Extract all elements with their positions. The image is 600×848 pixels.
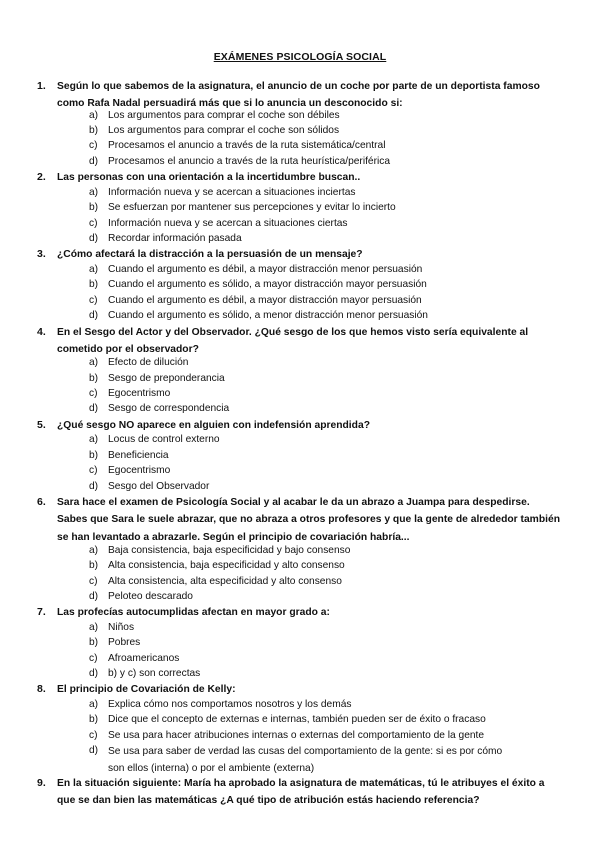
- option-letter: c): [89, 653, 98, 664]
- option-letter: d): [89, 745, 99, 756]
- option-letter: a): [89, 110, 99, 121]
- option-letter: a): [89, 187, 99, 198]
- option-7a: [0, 620, 600, 636]
- option-letter: d): [89, 156, 99, 167]
- page-title: EXÁMENES PSICOLOGÍA SOCIAL: [213, 51, 387, 63]
- option-letter: b): [89, 637, 99, 648]
- option-5d: [0, 479, 600, 495]
- option-4b: [0, 371, 600, 387]
- option-letter: a): [89, 622, 99, 633]
- option-text: Información nueva y se acercan a situaciones ciertas: [108, 218, 348, 229]
- option-8b: [0, 712, 600, 728]
- option-text: b) y c) son correctas: [108, 668, 201, 679]
- question-number: 6.: [37, 496, 46, 508]
- option-3c: [0, 293, 600, 309]
- option-text: Afroamericanos: [108, 653, 180, 664]
- option-letter: d): [89, 403, 99, 414]
- option-8d: [0, 743, 600, 777]
- option-letter: a): [89, 434, 99, 445]
- option-letter: b): [89, 560, 99, 571]
- option-letter: b): [89, 450, 99, 461]
- option-letter: c): [89, 295, 98, 306]
- question-text: En la situación siguiente: María ha aprobado la asignatura de matemáticas, tú le atribuyes el éxito a que se dan bien las matemáticas ¿A qué tipo de atribución estás haciendo referencia?: [57, 778, 545, 807]
- question-text: ¿Cómo afectará la distracción a la persuasión de un mensaje?: [57, 249, 363, 260]
- option-6b: [0, 558, 600, 574]
- question-text: Las profecías autocumplidas afectan en mayor grado a:: [57, 607, 330, 618]
- question-text: ¿Qué sesgo NO aparece en alguien con indefensión aprendida?: [57, 420, 370, 431]
- option-letter: a): [89, 699, 99, 710]
- question-text: Según lo que sabemos de la asignatura, el anuncio de un coche por parte de un deportista famoso como Rafa Nadal persuadirá más que si lo anuncia un desconocido si:: [57, 81, 540, 110]
- option-1b: [0, 123, 600, 139]
- option-letter: d): [89, 481, 99, 492]
- question-text: En el Sesgo del Actor y del Observador. ¿Qué sesgo de los que hemos visto sería equivalente al cometido por el observador?: [57, 327, 529, 356]
- option-letter: d): [89, 233, 99, 244]
- option-text: Pobres: [108, 637, 141, 648]
- option-text: Sesgo de correspondencia: [108, 403, 230, 414]
- option-text: Alta consistencia, alta especificidad y alto consenso: [108, 576, 342, 587]
- question-number: 3.: [37, 248, 46, 260]
- option-letter: b): [89, 125, 99, 136]
- question-number: 8.: [37, 683, 46, 695]
- option-5a: [0, 432, 600, 448]
- option-text: Sesgo del Observador: [108, 481, 210, 492]
- question-number: 5.: [37, 419, 46, 431]
- option-text: Se esfuerzan por mantener sus percepciones y evitar lo incierto: [108, 202, 396, 213]
- option-letter: b): [89, 714, 99, 725]
- option-text: Efecto de dilución: [108, 357, 189, 368]
- option-4d: [0, 401, 600, 417]
- question-text: Sara hace el examen de Psicología Social y al acabar le da un abrazo a Juampa para despedirse. Sabes que Sara le suele abrazar, que no abraza a otros profesores y que la gente de alrededor también se han levantado a abrazarle. Según el principio de covariación habría...: [57, 497, 561, 543]
- option-text: Cuando el argumento es débil, a mayor distracción mayor persuasión: [108, 295, 422, 306]
- option-3a: [0, 262, 600, 278]
- option-text: Egocentrismo: [108, 465, 171, 476]
- option-letter: d): [89, 668, 99, 679]
- option-1a: [0, 108, 600, 124]
- option-letter: d): [89, 591, 99, 602]
- option-1c: [0, 138, 600, 154]
- option-letter: b): [89, 279, 99, 290]
- option-letter: b): [89, 202, 99, 213]
- option-text: Dice que el concepto de externas e internas, también pueden ser de éxito o fracaso: [108, 714, 486, 725]
- option-7b: [0, 635, 600, 651]
- question-text: Las personas con una orientación a la incertidumbre buscan..: [57, 172, 361, 183]
- option-letter: c): [89, 465, 98, 476]
- option-text: Peloteo descarado: [108, 591, 193, 602]
- option-text: Sesgo de preponderancia: [108, 373, 225, 384]
- option-4a: [0, 355, 600, 371]
- option-text: Los argumentos para comprar el coche son sólidos: [108, 125, 340, 136]
- option-letter: c): [89, 576, 98, 587]
- option-2c: [0, 216, 600, 232]
- option-letter: b): [89, 373, 99, 384]
- option-text: Recordar información pasada: [108, 233, 242, 244]
- option-text: Cuando el argumento es sólido, a mayor distracción mayor persuasión: [108, 279, 427, 290]
- option-text: Beneficiencia: [108, 450, 169, 461]
- option-6c: [0, 574, 600, 590]
- option-letter: c): [89, 218, 98, 229]
- option-text: Locus de control externo: [108, 434, 220, 445]
- option-text: Egocentrismo: [108, 388, 171, 399]
- option-letter: c): [89, 140, 98, 151]
- option-text: Se usa para hacer atribuciones internas o externas del comportamiento de la gente: [108, 730, 485, 741]
- option-3b: [0, 277, 600, 293]
- option-6d: [0, 589, 600, 605]
- option-letter: c): [89, 730, 98, 741]
- option-text: Explica cómo nos comportamos nosotros y los demás: [108, 699, 352, 710]
- question-number: 9.: [37, 777, 46, 789]
- option-5b: [0, 448, 600, 464]
- option-text: Información nueva y se acercan a situaciones inciertas: [108, 187, 356, 198]
- option-text: Baja consistencia, baja especificidad y bajo consenso: [108, 545, 351, 556]
- option-text: Se usa para saber de verdad las cusas del comportamiento de la gente: si es por cómo son ellos (interna) o por el ambiente (externa): [108, 746, 503, 774]
- question-number: 2.: [37, 171, 46, 183]
- option-6a: [0, 543, 600, 559]
- option-7c: [0, 651, 600, 667]
- option-2a: [0, 185, 600, 201]
- option-letter: a): [89, 357, 99, 368]
- question-text: El principio de Covariación de Kelly:: [57, 684, 236, 695]
- option-letter: d): [89, 310, 99, 321]
- option-letter: a): [89, 545, 99, 556]
- option-2b: [0, 200, 600, 216]
- option-letter: a): [89, 264, 99, 275]
- option-2d: [0, 231, 600, 247]
- option-text: Alta consistencia, baja especificidad y alto consenso: [108, 560, 345, 571]
- option-text: Procesamos el anuncio a través de la ruta sistemática/central: [108, 140, 386, 151]
- option-1d: [0, 154, 600, 170]
- option-text: Cuando el argumento es débil, a mayor distracción menor persuasión: [108, 264, 423, 275]
- question-number: 1.: [37, 80, 46, 92]
- option-text: Niños: [108, 622, 135, 633]
- option-text: Procesamos el anuncio a través de la ruta heurística/periférica: [108, 156, 390, 167]
- option-letter: c): [89, 388, 98, 399]
- option-3d: [0, 308, 600, 324]
- option-7d: [0, 666, 600, 682]
- option-8c: [0, 728, 600, 744]
- option-8a: [0, 697, 600, 713]
- question-number: 7.: [37, 606, 46, 618]
- question-number: 4.: [37, 326, 46, 338]
- option-5c: [0, 463, 600, 479]
- option-text: Los argumentos para comprar el coche son débiles: [108, 110, 340, 121]
- option-4c: [0, 386, 600, 402]
- option-text: Cuando el argumento es sólido, a menor distracción menor persuasión: [108, 310, 428, 321]
